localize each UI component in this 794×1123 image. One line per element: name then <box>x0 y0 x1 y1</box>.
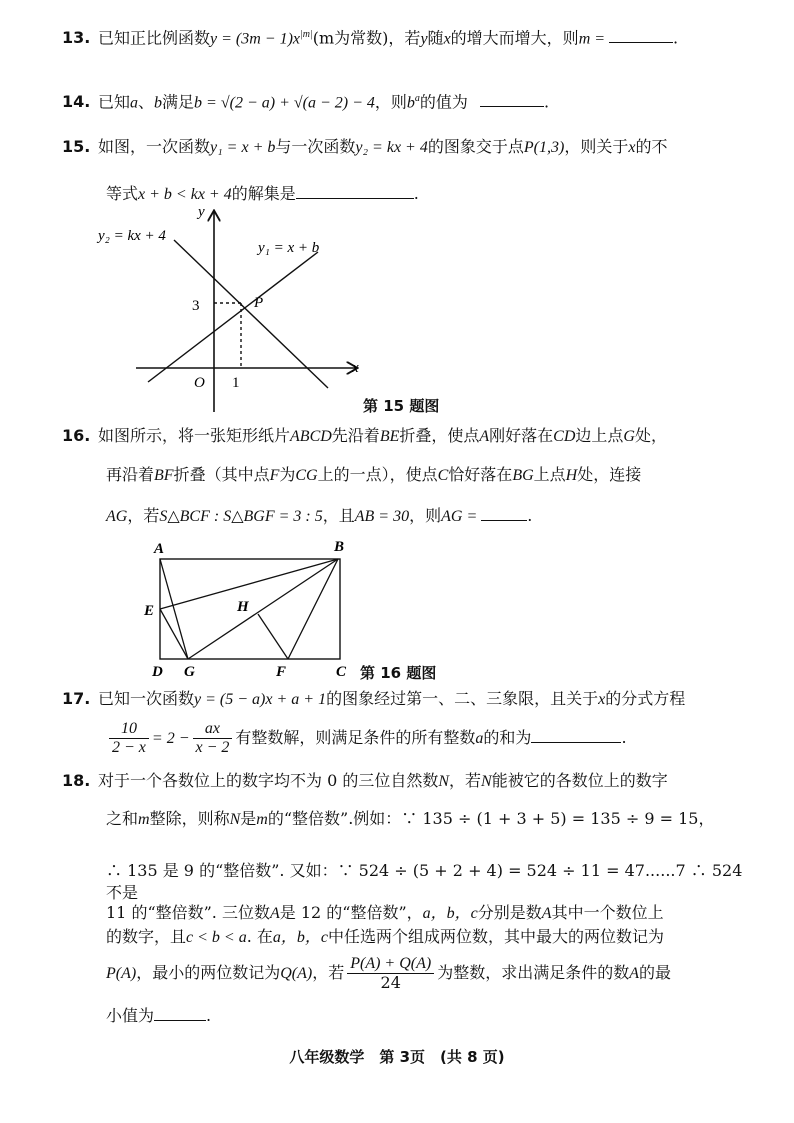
question-number: 14. <box>62 92 91 112</box>
segment-eg <box>160 609 188 659</box>
question-17: 17. 已知一次函数y = (5 − a)x + a + 1的图象经过第一、二、三象限，且关于x的分式方程 <box>62 689 686 708</box>
vertex-d: D <box>152 664 163 680</box>
fraction-p-plus-q-over-24: $\frac{P(A) + Q(A)}{24}$ <box>347 955 434 992</box>
question-number: 18. <box>62 771 91 790</box>
line-y1-label: y₁ = x + b <box>258 240 320 256</box>
origin-label: O <box>194 375 205 391</box>
question-15-line2: 等式x + b < kx + 4的解集是 . <box>106 184 419 203</box>
point-g: G <box>184 664 195 680</box>
answer-blank[interactable] <box>480 90 544 107</box>
question-number: 17. <box>62 689 91 708</box>
question-15: 15. 如图，一次函数y₁ = x + b与一次函数y₂ = kx + 4的图象交于点P(1,3)，则关于x的不 <box>62 137 668 156</box>
segment-hf <box>258 614 288 659</box>
question-number: 15. <box>62 137 91 156</box>
segment-ag <box>160 559 188 659</box>
answer-blank[interactable] <box>531 726 621 743</box>
question-16-line3: AG，若S△BCF : S△BGF = 3 : 5，且AB = 30，则AG = . <box>106 506 533 525</box>
question-18: 18. 对于一个各数位上的数字均不为 0 的三位自然数N，若N能被它的各数位上的数字 <box>62 771 668 790</box>
question-16-line2: 再沿着BF折叠（其中点F为CG上的一点），使点C恰好落在BG上点H处，连接 <box>106 465 642 484</box>
answer-blank[interactable] <box>609 26 673 43</box>
question-18-line4: 11 的“整倍数”. 三位数A是 12 的“整倍数”，a，b，c分别是数A其中一个数位上 <box>106 903 664 922</box>
question-18-line2: 之和m整除，则称N是m的“整倍数”.例如：∵ 135 ÷ (1 + 3 + 5) = 135 ÷ 9 = 15， <box>106 809 715 828</box>
fraction-ax-over-x-minus-2: $\frac{ax}{x - 2}$ <box>193 720 233 757</box>
question-18-line6: P(A)，最小的两位数记为Q(A)，若 $\frac{P(A) + Q(A)}{24}$ 为整数，求出满足条件的数A的最 <box>106 955 672 992</box>
question-14: 14. 已知a、b满足b = √(2 − a) + √(a − 2) − 4，则$b^a$的值为 . <box>62 92 550 112</box>
fraction-10-over-2-minus-x: $\frac{10}{2 - x}$ <box>109 720 149 757</box>
y-axis-label: y <box>198 204 205 220</box>
figure-15-graph <box>88 200 378 415</box>
point-p-label: P <box>254 295 264 311</box>
segment-bf <box>288 559 338 659</box>
question-17-line2: $\frac{10}{2 - x}$ = 2 − $\frac{ax}{x - 2}$ 有整数解，则满足条件的所有整数a的和为 . <box>106 720 756 757</box>
x-axis-label: x <box>352 360 359 376</box>
point-h: H <box>237 599 249 615</box>
line-y1 <box>148 252 318 382</box>
vertex-b: B <box>334 539 345 555</box>
tick-x-1: 1 <box>232 375 240 391</box>
answer-blank[interactable] <box>296 182 414 199</box>
tick-y-3: 3 <box>192 298 200 314</box>
vertex-c: C <box>336 664 347 680</box>
line-y2-label: y₂ = kx + 4 <box>98 228 166 244</box>
question-18-line3: ∴ 135 是 9 的“整倍数”. 又如：∵ 524 ÷ (5 + 2 + 4) = 524 ÷ 11 = 47......7 ∴ 524 不是 <box>106 861 743 902</box>
figure-16-rectangle <box>140 535 362 685</box>
page-footer: 八年级数学 第 3页 (共 8 页) <box>289 1048 505 1066</box>
segment-be <box>160 559 338 609</box>
answer-blank[interactable] <box>154 1004 206 1021</box>
question-13: 13. 已知正比例函数$y = (3m - 1)x^{|m|}(m$为常数)，若y随x的增大而增大，则m = . <box>62 28 679 48</box>
question-number: 16. <box>62 426 91 445</box>
vertex-a: A <box>154 541 165 557</box>
question-18-line7: 小值为 . <box>106 1006 212 1025</box>
question-18-line5: 的数字，且c < b < a. 在a，b，c中任选两个组成两位数，其中最大的两位数记为 <box>106 927 665 946</box>
answer-blank[interactable] <box>481 504 527 521</box>
figure-16-caption: 第 16 题图 <box>360 664 437 682</box>
question-16: 16. 如图所示，将一张矩形纸片ABCD先沿着BE折叠，使点A刚好落在CD边上点G处， <box>62 426 667 445</box>
question-number: 13. <box>62 28 91 48</box>
segment-bg <box>188 559 338 659</box>
figure-15-caption: 第 15 题图 <box>363 397 440 415</box>
point-e: E <box>144 603 155 619</box>
point-f: F <box>276 664 287 680</box>
